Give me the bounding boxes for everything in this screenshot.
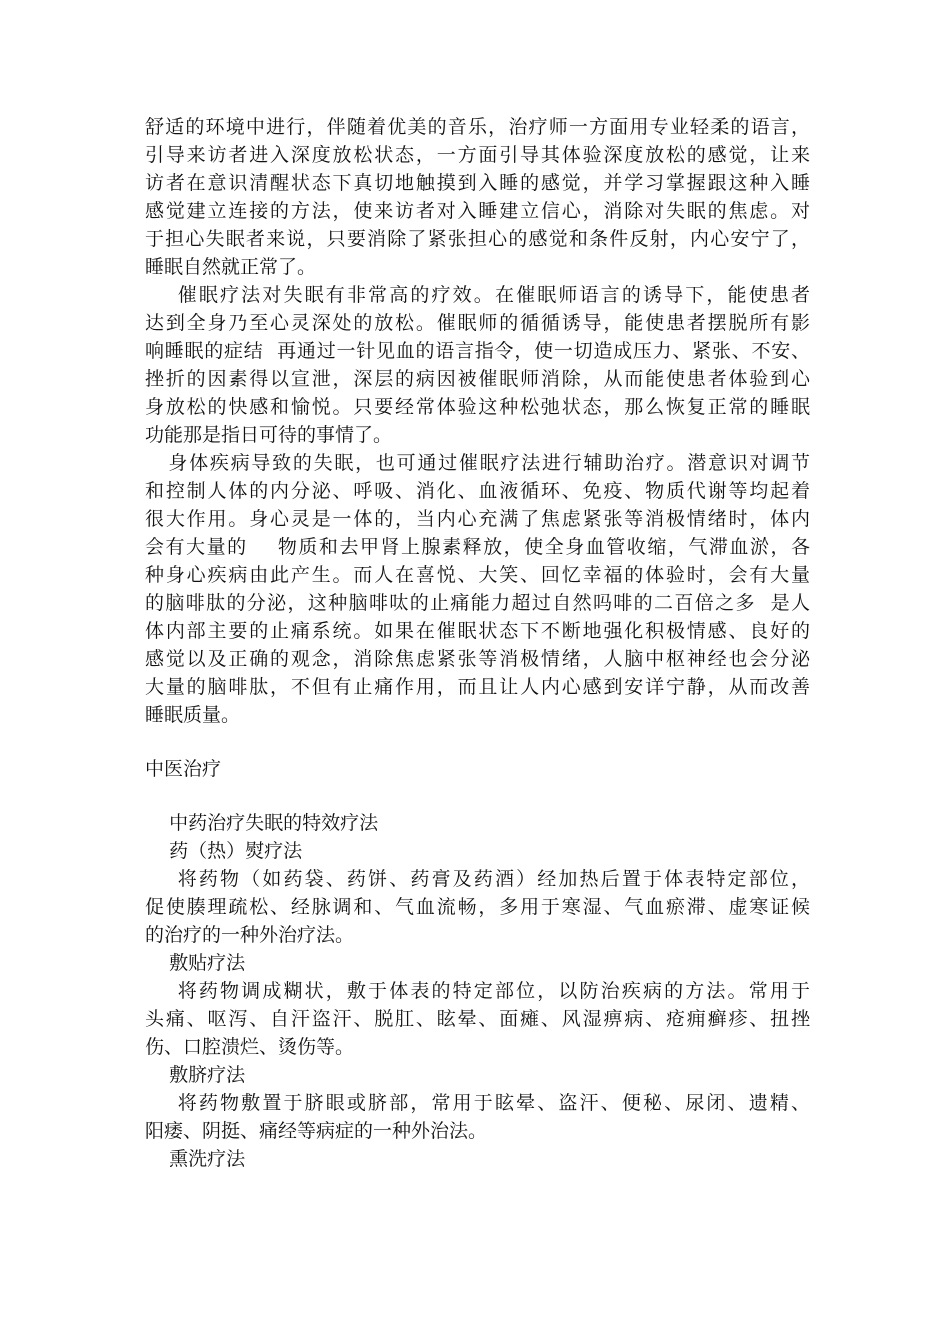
paragraph-physical-illness [145,449,810,729]
text-line: 舒适的环境中进行，伴随着优美的音乐，治疗师一方面用专业轻柔的语言， [145,116,810,138]
text-line: 很大作用。身心灵是一体的，当内心充满了焦虑紧张等消极情绪时，体内 [145,508,810,530]
text-line: 将药物调成糊状，敷于体表的特定部位，以防治疾病的方法。常用于 [145,980,810,1002]
paragraph-hypnosis-efficacy [145,281,810,449]
text-line: 阳痿、阴挺、痛经等病症的一种外治法。 [145,1120,488,1142]
text-line: 将药物（如药袋、药饼、药膏及药酒）经加热后置于体表特定部位， [145,868,810,890]
text-line: 和控制人体的内分泌、呼吸、消化、血液循环、免疫、物质代谢等均起着 [145,480,810,502]
text-line: 的治疗的一种外治疗法。 [145,924,355,946]
text-line: 促使腠理疏松、经脉调和、气血流畅，多用于寒湿、气血瘀滞、虚寒证候 [145,896,810,918]
text-line: 达到全身乃至心灵深处的放松。催眠师的循循诱导，能使患者摆脱所有影 [145,312,810,334]
tcm-section [145,809,810,1173]
text-line: 身放松的快感和愉悦。只要经常体验这种松弛状态，那么恢复正常的睡眠 [145,396,810,418]
paragraph-spacer [145,729,810,755]
text-line: 会有大量的 物质和去甲肾上腺素释放，使全身血管收缩，气滞血淤，各 [145,536,810,558]
text-line: 于担心失眠者来说，只要消除了紧张担心的感觉和条件反射，内心安宁了， [145,228,810,250]
text-line: 挫折的因素得以宣泄，深层的病因被催眠师消除，从而能使患者体验到心 [145,368,810,390]
text-line: 的脑啡肽的分泌，这种脑啡呔的止痛能力超过自然吗啡的二百倍之多 是人 [145,592,810,614]
text-line: 感觉建立连接的方法，使来访者对入睡建立信心，消除对失眠的焦虑。对 [145,200,810,222]
text-line: 种身心疾病由此产生。而人在喜悦、大笑、回忆幸福的体验时，会有大量 [145,564,810,586]
text-line: 体内部主要的止痛系统。如果在催眠状态下不断地强化积极情感、良好的 [145,620,810,642]
text-line: 响睡眠的症结 再通过一针见血的语言指令，使一切造成压力、紧张、不安、 [145,340,810,362]
section-heading: 中医治疗 [145,758,222,780]
text-line: 睡眠自然就正常了。 [145,256,317,278]
tcm-title: 中药治疗失眠的特效疗法 [145,812,379,834]
text-line: 催眠疗法对失眠有非常高的疗效。在催眠师语言的诱导下，能使患者 [145,284,810,306]
method-title: 敷贴疗法 [145,952,246,974]
text-line: 将药物敷置于脐眼或脐部，常用于眩晕、盗汗、便秘、尿闭、遗精、 [145,1092,810,1114]
text-line: 伤、口腔溃烂、烫伤等。 [145,1036,355,1058]
method-title: 熏洗疗法 [145,1148,246,1170]
paragraph-relaxation [145,113,810,281]
text-line: 访者在意识清醒状态下真切地触摸到入睡的感觉，并学习掌握跟这种入睡 [145,172,810,194]
paragraph-spacer [145,783,810,809]
text-line: 身体疾病导致的失眠，也可通过催眠疗法进行辅助治疗。潜意识对调节 [145,452,810,474]
text-line: 睡眠质量。 [145,704,241,726]
text-line: 功能那是指日可待的事情了。 [145,424,393,446]
method-title: 敷脐疗法 [145,1064,246,1086]
method-title: 药（热）熨疗法 [145,840,303,862]
text-line: 头痛、呕泻、自汗盗汗、脱肛、眩晕、面瘫、风湿痹病、疮痈癣疹、扭挫 [145,1008,810,1030]
text-line: 引导来访者进入深度放松状态，一方面引导其体验深度放松的感觉，让来 [145,144,810,166]
text-line: 感觉以及正确的观念，消除焦虑紧张等消极情绪，人脑中枢神经也会分泌 [145,648,810,670]
document-page [145,113,810,1173]
text-line: 大量的脑啡肽，不但有止痛作用，而且让人内心感到安详宁静，从而改善 [145,676,810,698]
